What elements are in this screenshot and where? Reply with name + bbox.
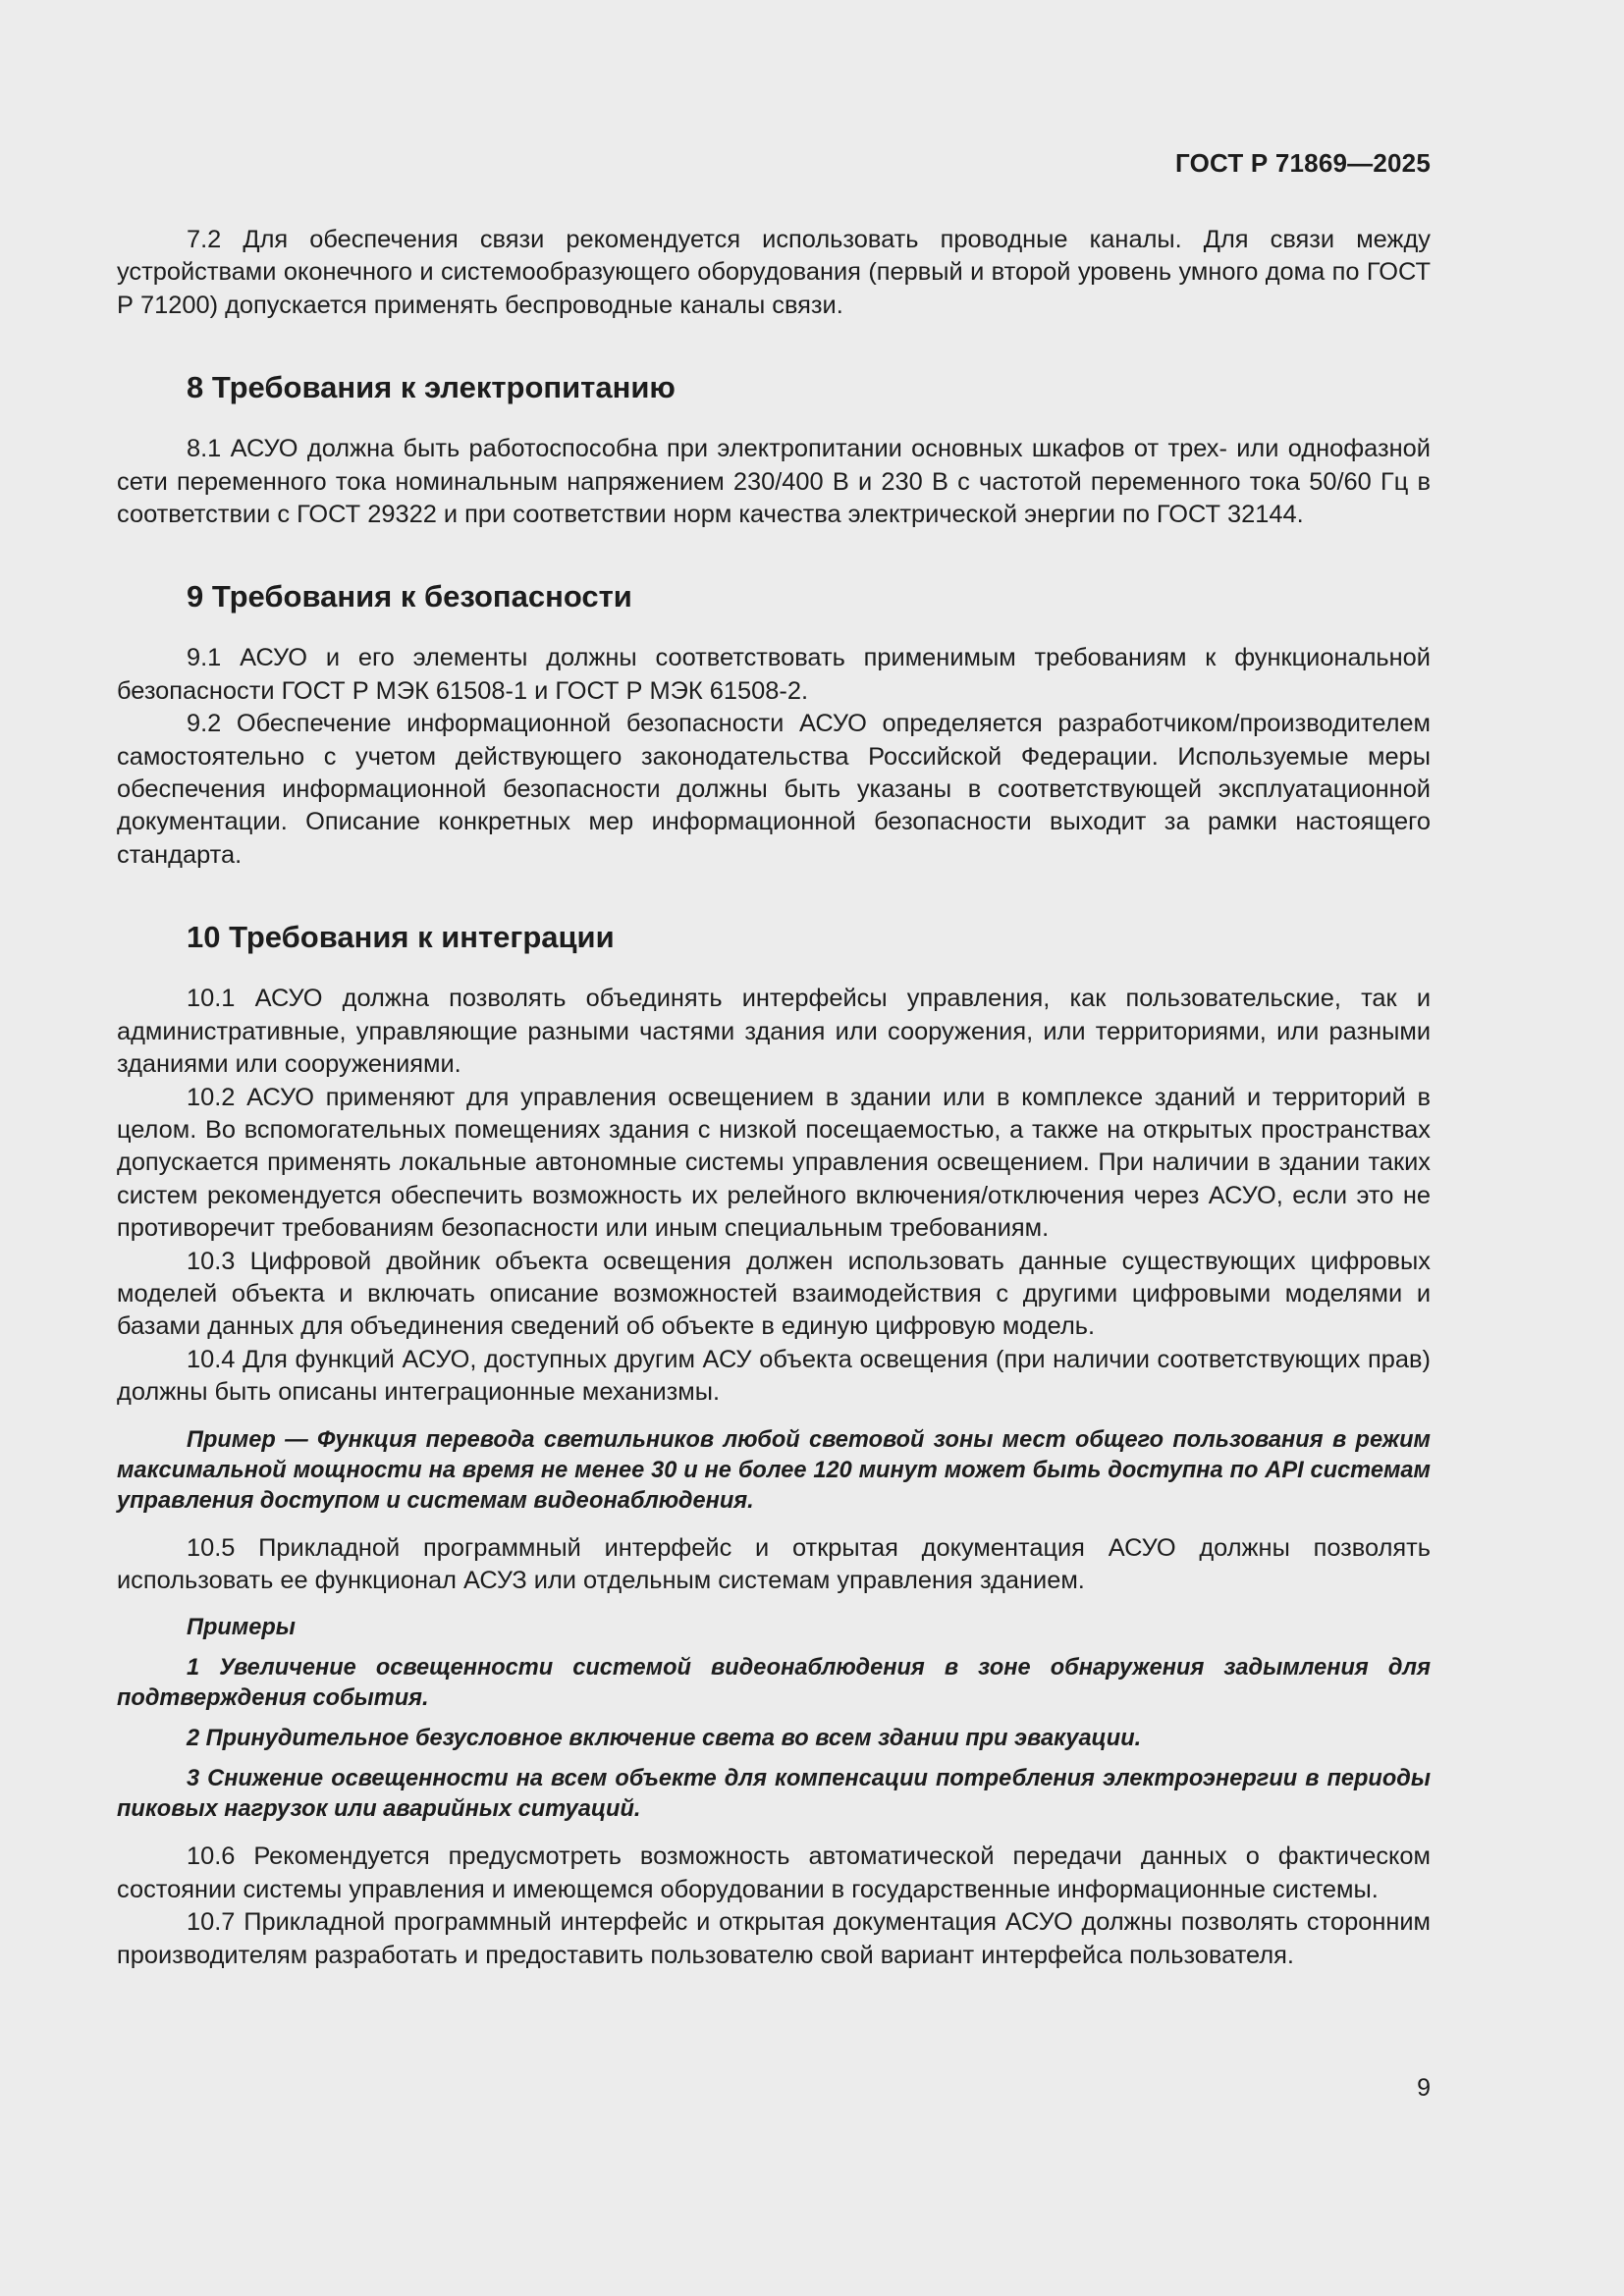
clause-10-1: 10.1 АСУО должна позволять объединять интерфейсы управления, как пользовательские, так и административные, управляющие разными частями здания или сооружения, или территориями, или разными зданиями или сооружениями.	[117, 985, 1431, 1079]
example-note: Пример — Функция перевода светильников любой световой зоны мест общего пользования в режим максимальной мощности на время не менее 30 и не более 120 минут может быть доступна по API системам управления доступом и системам видеонаблюдения.	[117, 1426, 1431, 1514]
clause-9-1: 9.1 АСУО и его элементы должны соответствовать применимым требованиям к функциональной безопасности ГОСТ Р МЭК 61508-1 и ГОСТ Р МЭК 61508-2.	[117, 644, 1431, 705]
example-item-3: 3 Снижение освещенности на всем объекте для компенсации потребления электроэнергии в периоды пиковых нагрузок или аварийных ситуаций.	[117, 1766, 1431, 1823]
section-10-heading: 10 Требования к интеграции	[187, 920, 615, 955]
example-item-1: 1 Увеличение освещенности системой видеонаблюдения в зоне обнаружения задымления для подтверждения события.	[117, 1655, 1431, 1712]
example-item-2: 2 Принудительное безусловное включение света во всем здании при эвакуации.	[187, 1726, 1142, 1752]
clause-8-1: 8.1 АСУО должна быть работоспособна при электропитании основных шкафов от трех- или однофазной сети переменного тока номинальным напряжением 230/400 В и 230 В с частотой переменного тока 50/60 Гц в соответствии с ГОСТ 29322 и при соответствии норм качества электрической энергии по ГОСТ 32144.	[117, 435, 1431, 529]
clause-7-2: 7.2 Для обеспечения связи рекомендуется использовать проводные каналы. Для связи между устройствами оконечного и системообразующего оборудования (первый и второй уровень умного дома по ГОСТ Р 71200) допускается применять беспроводные каналы связи.	[117, 226, 1431, 319]
clause-10-2: 10.2 АСУО применяют для управления освещением в здании или в комплексе зданий и территорий в целом. Во вспомогательных помещениях здания с низкой посещаемостью, а также на открытых пространствах допускается применять локальные автономные системы управления освещением. При наличии в здании таких систем рекомендуется обеспечить возможность их релейного включения/отключения через АСУО, если это не противоречит требованиям безопасности или иным специальным требованиям.	[117, 1083, 1431, 1243]
page-number: 9	[1417, 2074, 1431, 2102]
clause-10-3: 10.3 Цифровой двойник объекта освещения должен использовать данные существующих цифровых моделей объекта и включать описание возможностей взаимодействия с другими цифровыми моделями и базами данных для объединения сведений об объекте в единую цифровую модель.	[117, 1247, 1431, 1341]
clause-9-2: 9.2 Обеспечение информационной безопасности АСУО определяется разработчиком/производителем самостоятельно с учетом действующего законодательства Российской Федерации. Используемые меры обеспечения информационной безопасности должны быть указаны в соответствующей эксплуатационной документации. Описание конкретных мер информационной безопасности выходит за рамки настоящего стандарта.	[117, 710, 1431, 869]
clause-10-7: 10.7 Прикладной программный интерфейс и открытая документация АСУО должны позволять сторонним производителям разработать и предоставить пользователю свой вариант интерфейса пользователя.	[117, 1908, 1431, 1969]
clause-10-6: 10.6 Рекомендуется предусмотреть возможность автоматической передачи данных о фактическом состоянии системы управления и имеющемся оборудовании в государственные информационные системы.	[117, 1842, 1431, 1903]
section-9-heading: 9 Требования к безопасности	[187, 579, 632, 614]
section-8-heading: 8 Требования к электропитанию	[187, 370, 676, 405]
clause-10-5: 10.5 Прикладной программный интерфейс и открытая документация АСУО должны позволять использовать ее функционал АСУЗ или отдельным системам управления зданием.	[117, 1533, 1431, 1594]
standard-designation: ГОСТ Р 71869—2025	[1175, 148, 1431, 178]
examples-title: Примеры	[187, 1615, 296, 1641]
clause-10-4: 10.4 Для функций АСУО, доступных другим АСУ объекта освещения (при наличии соответствующих прав) должны быть описаны интеграционные механизмы.	[117, 1345, 1431, 1407]
